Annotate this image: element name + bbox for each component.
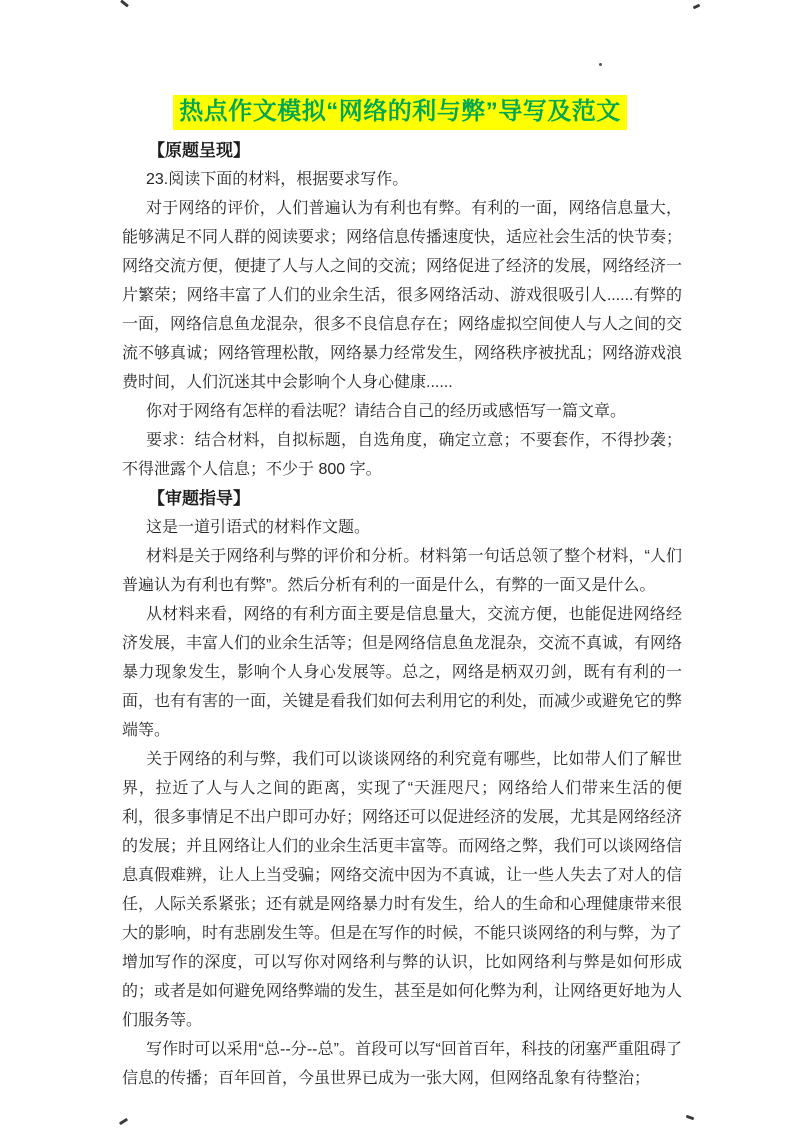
paragraph: 写作时可以采用“总--分--总”。首段可以写“回首百年，科技的闭塞严重阻碍了信息的传播；百年回首，今虽世界已成为一张大网，但网络乱象有待整治；	[122, 1041, 682, 1087]
paragraph: 对于网络的评价，人们普遍认为有利也有弊。有利的一面，网络信息量大，能够满足不同人群的阅读要求；网络信息传播速度快，适应社会生活的快节奏；网络交流方便，便捷了人与人之间的交流；网络促进了经济的发展，网络经济一片繁荣；网络丰富了人们的业余生活，很多网络活动、游戏很吸引人......有弊的一面，网络信息鱼龙混杂，很多不良信息存在；网络虚拟空间使人与人之间的交流不够真诚；网络管理松散，网络暴力经常发生，网络秩序被扰乱；网络游戏浪费时间，人们沉迷其中会影响个人身心健康......	[122, 200, 683, 391]
paragraph: 23.阅读下面的材料，根据要求写作。	[146, 171, 409, 188]
scan-artifact-bottom-left	[119, 1118, 128, 1125]
page-title	[0, 0, 800, 130]
section-heading-topic-guidance: 【审题指导】	[148, 489, 250, 508]
paragraph: 从材料来看，网络的有利方面主要是信息量大，交流方便，也能促进网络经济发展，丰富人们的业余生活等；但是网络信息鱼龙混杂，交流不真诚，有网络暴力现象发生，影响个人身心发展等。总之，网络是柄双刃剑，既有有利的一面，也有有害的一面，关键是看我们如何去利用它的利处，而减少或避免它的弊端等。	[122, 606, 683, 739]
scan-artifact-bottom-right	[686, 1115, 695, 1121]
page-title-highlight: 热点作文模拟“网络的利与弊”导写及范文	[173, 95, 627, 130]
section-heading-original-question: 【原题呈现】	[148, 141, 250, 160]
document-body	[122, 136, 682, 1093]
scan-artifact-dot	[599, 63, 602, 66]
paragraph: 这是一道引语式的材料作文题。	[146, 519, 371, 536]
paragraph: 要求：结合材料，自拟标题，自选角度，确定立意；不要套作，不得抄袭；不得泄露个人信息；不少于 800 字。	[122, 432, 682, 478]
paragraph: 材料是关于网络利与弊的评价和分析。材料第一句话总领了整个材料，“人们普遍认为有利也有弊”。然后分析有利的一面是什么，有弊的一面又是什么。	[122, 548, 682, 594]
paragraph: 你对于网络有怎样的看法呢？请结合自己的经历或感悟写一篇文章。	[146, 403, 627, 420]
paragraph: 关于网络的利与弊，我们可以谈谈网络的利究竟有哪些，比如带人们了解世界，拉近了人与人之间的距离，实现了“天涯咫尺；网络给人们带来生活的便利，很多事情足不出户即可办好；网络还可以促进经济的发展，尤其是网络经济的发展；并且网络让人们的业余生活更丰富等。而网络之弊，我们可以谈网络信息真假难辨，让人上当受骗；网络交流中因为不真诚，让一些人失去了对人的信任，人际关系紧张；还有就是网络暴力时有发生，给人的生命和心理健康带来很大的影响，时有悲剧发生等。但是在写作的时候，不能只谈网络的利与弊，为了增加写作的深度，可以写你对网络利与弊的认识，比如网络利与弊是如何形成的；或者是如何避免网络弊端的发生，甚至是如何化弊为利，让网络更好地为人们服务等。	[122, 751, 683, 1029]
